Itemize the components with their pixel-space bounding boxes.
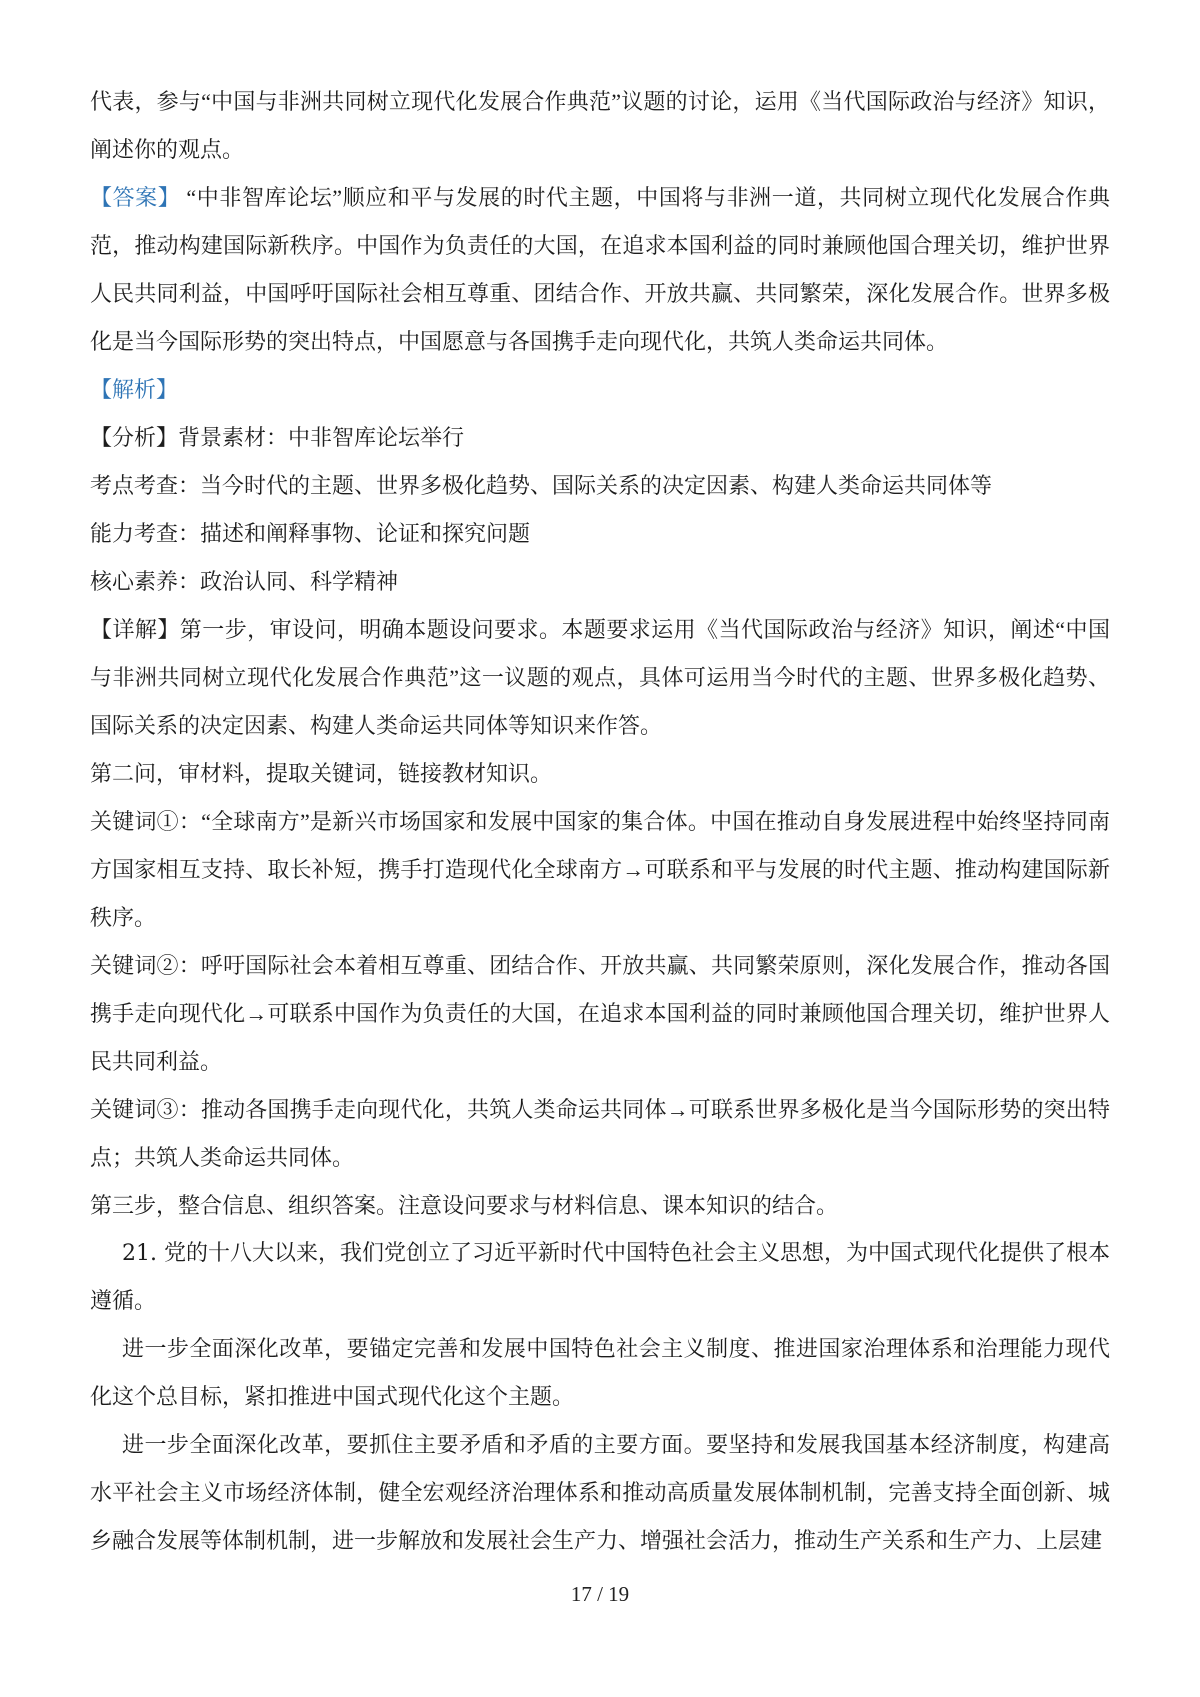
fenxi-label: 【分析】 [90,425,179,450]
kaodian-paragraph [90,462,1110,510]
keyword3-text: 关键词③：推动各国携手走向现代化，共筑人类命运共同体→可联系世界多极化是当今国际形势的突出特点；共筑人类命运共同体。 [90,1097,1110,1170]
kaodian-text: 考点考查：当今时代的主题、世界多极化趋势、国际关系的决定因素、构建人类命运共同体等 [90,473,993,498]
question-continuation-text: 代表，参与“中国与非洲共同树立现代化发展合作典范”议题的讨论，运用《当代国际政治与经济》知识，阐述你的观点。 [90,89,1110,162]
question-continuation [90,78,1110,174]
jiexi-heading [90,366,1110,414]
third-step-paragraph [90,1182,1110,1230]
answer-paragraph [90,174,1110,366]
page-footer [0,1580,1200,1608]
reform-goal-text: 进一步全面深化改革，要锚定完善和发展中国特色社会主义制度、推进国家治理体系和治理能力现代化这个总目标，紧扣推进中国式现代化这个主题。 [90,1337,1110,1410]
keyword3-paragraph [90,1086,1110,1182]
question-21-text: 21. 党的十八大以来，我们党创立了习近平新时代中国特色社会主义思想，为中国式现代化提供了根本遵循。 [90,1241,1110,1314]
reform-focus-text: 进一步全面深化改革，要抓住主要矛盾和矛盾的主要方面。要坚持和发展我国基本经济制度，构建高水平社会主义市场经济体制，健全宏观经济治理体系和推动高质量发展体制机制，完善支持全面创新、城乡融合发展等体制机制，进一步解放和发展社会生产力、增强社会活力，推动生产关系和生产力、上层建 [90,1433,1110,1554]
reform-goal-paragraph [90,1326,1110,1422]
xiangjie-label: 【详解】 [90,617,180,642]
keyword1-paragraph [90,798,1110,942]
answer-text: “中非智库论坛”顺应和平与发展的时代主题，中国将与非洲一道，共同树立现代化发展合作典范，推动构建国际新秩序。中国作为负责任的大国，在追求本国利益的同时兼顾他国合理关切，维护世界人民共同利益，中国呼吁国际社会相互尊重、团结合作、开放共赢、共同繁荣，深化发展合作。世界多极化是当今国际形势的突出特点，中国愿意与各国携手走向现代化，共筑人类命运共同体。 [90,185,1110,354]
second-step-text: 第二问，审材料，提取关键词，链接教材知识。 [90,761,553,786]
reform-focus-paragraph [90,1422,1110,1566]
xiangjie-text: 第一步，审设问，明确本题设问要求。本题要求运用《当代国际政治与经济》知识，阐述“中国与非洲共同树立现代化发展合作典范”这一议题的观点，具体可运用当今时代的主题、世界多极化趋势、国际关系的决定因素、构建人类命运共同体等知识来作答。 [90,617,1110,738]
third-step-text: 第三步，整合信息、组织答案。注意设问要求与材料信息、课本知识的结合。 [90,1193,839,1218]
document-content [90,78,1110,1566]
fenxi-paragraph [90,414,1110,462]
question-21-paragraph [90,1230,1110,1326]
hexin-text: 核心素养：政治认同、科学精神 [90,569,399,594]
keyword2-text: 关键词②：呼吁国际社会本着相互尊重、团结合作、开放共赢、共同繁荣原则，深化发展合作，推动各国携手走向现代化→可联系中国作为负责任的大国，在追求本国利益的同时兼顾他国合理关切，维护世界人民共同利益。 [90,953,1110,1074]
page-number: 17 / 19 [570,1582,630,1606]
answer-label: 【答案】 [90,185,181,210]
jiexi-label: 【解析】 [90,377,179,402]
fenxi-text: 背景素材：中非智库论坛举行 [178,425,465,450]
keyword2-paragraph [90,942,1110,1086]
nengli-text: 能力考查：描述和阐释事物、论证和探究问题 [90,521,531,546]
xiangjie-paragraph [90,606,1110,750]
hexin-paragraph [90,558,1110,606]
nengli-paragraph [90,510,1110,558]
keyword1-text: 关键词①：“全球南方”是新兴市场国家和发展中国家的集合体。中国在推动自身发展进程中始终坚持同南方国家相互支持、取长补短，携手打造现代化全球南方→可联系和平与发展的时代主题、推动构建国际新秩序。 [90,809,1110,930]
second-step-paragraph [90,750,1110,798]
